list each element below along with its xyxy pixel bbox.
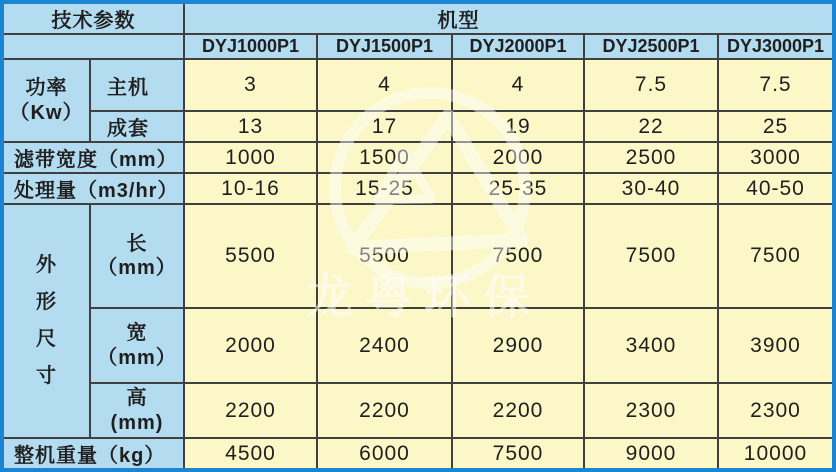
table-row xyxy=(2,308,834,383)
dim-height-value-cell: 2200 xyxy=(452,383,584,438)
table-row xyxy=(2,2,834,34)
dim-width-label-line2: （mm） xyxy=(97,346,177,369)
corner-empty-cell xyxy=(2,34,184,59)
power-main-value-cell: 3 xyxy=(184,59,317,111)
table-row xyxy=(2,111,834,142)
dim-width-value-cell: 3900 xyxy=(718,308,834,383)
belt-width-label: 滤带宽度（mm） xyxy=(2,142,184,173)
table-row xyxy=(2,173,834,204)
model-name-header: DYJ3000P1 xyxy=(718,34,834,59)
total-weight-value-cell: 7500 xyxy=(452,438,584,470)
dim-length-value-cell: 5500 xyxy=(184,204,317,308)
dim-height-value-cell: 2300 xyxy=(718,383,834,438)
power-main-value-cell: 4 xyxy=(452,59,584,111)
belt-width-value-cell: 1500 xyxy=(317,142,452,173)
capacity-value-cell: 15-25 xyxy=(317,173,452,204)
dimensions-label-char: 形 xyxy=(36,291,57,313)
model-name-header: DYJ2500P1 xyxy=(584,34,718,59)
table-row xyxy=(2,204,834,308)
dim-length-value-cell: 7500 xyxy=(718,204,834,308)
table-row xyxy=(2,142,834,173)
dimensions-label-char: 寸 xyxy=(36,365,57,387)
power-main-value-cell: 4 xyxy=(317,59,452,111)
power-set-value-cell: 25 xyxy=(718,111,834,142)
table-row xyxy=(2,383,834,438)
model-name-header: DYJ1500P1 xyxy=(317,34,452,59)
capacity-value-cell: 30-40 xyxy=(584,173,718,204)
dim-width-value-cell: 2900 xyxy=(452,308,584,383)
total-weight-value-cell: 6000 xyxy=(317,438,452,470)
dim-width-value-cell: 2000 xyxy=(184,308,317,383)
power-set-value-cell: 22 xyxy=(584,111,718,142)
table-row xyxy=(2,34,834,59)
dim-length-label-line2: （mm） xyxy=(97,257,177,279)
dim-length-value-cell: 5500 xyxy=(317,204,452,308)
belt-width-value-cell: 3000 xyxy=(718,142,834,173)
belt-width-value-cell: 2500 xyxy=(584,142,718,173)
model-type-header: 机型 xyxy=(184,2,834,34)
total-weight-value-cell: 4500 xyxy=(184,438,317,470)
dim-height-value-cell: 2200 xyxy=(184,383,317,438)
dimensions-label-char: 尺 xyxy=(36,328,57,350)
dim-width-value-cell: 2400 xyxy=(317,308,452,383)
dimensions-label-char: 外 xyxy=(36,254,57,276)
table-row xyxy=(2,59,834,111)
power-set-value-cell: 17 xyxy=(317,111,452,142)
power-main-label: 主机 xyxy=(90,59,184,111)
capacity-label: 处理量（m3/hr） xyxy=(2,173,184,204)
dim-width-label xyxy=(90,308,184,383)
tech-params-header: 技术参数 xyxy=(2,2,184,34)
belt-width-value-cell: 2000 xyxy=(452,142,584,173)
total-weight-value-cell: 10000 xyxy=(718,438,834,470)
total-weight-value-cell: 9000 xyxy=(584,438,718,470)
power-set-label: 成套 xyxy=(90,111,184,142)
power-label-line1: 功率 xyxy=(25,77,68,100)
dim-height-value-cell: 2200 xyxy=(317,383,452,438)
power-label-line2: （Kw） xyxy=(9,101,84,124)
dim-height-label-line2: (mm) xyxy=(110,411,164,434)
model-name-header: DYJ1000P1 xyxy=(184,34,317,59)
power-main-value-cell: 7.5 xyxy=(584,59,718,111)
power-group-label xyxy=(2,59,90,142)
power-set-value-cell: 19 xyxy=(452,111,584,142)
dim-height-label xyxy=(90,383,184,438)
capacity-value-cell: 40-50 xyxy=(718,173,834,204)
belt-width-value-cell: 1000 xyxy=(184,142,317,173)
dim-length-value-cell: 7500 xyxy=(452,204,584,308)
power-main-value-cell: 7.5 xyxy=(718,59,834,111)
total-weight-label: 整机重量（kg） xyxy=(2,438,184,470)
dim-height-value-cell: 2300 xyxy=(584,383,718,438)
capacity-value-cell: 25-35 xyxy=(452,173,584,204)
dim-length-label-line1: 长 xyxy=(126,232,148,255)
table-row xyxy=(2,438,834,470)
dim-length-label xyxy=(90,204,184,308)
model-name-header: DYJ2000P1 xyxy=(452,34,584,59)
dim-width-label-line1: 宽 xyxy=(126,322,148,345)
dimensions-group-label xyxy=(2,204,90,438)
dim-width-value-cell: 3400 xyxy=(584,308,718,383)
dim-length-value-cell: 7500 xyxy=(584,204,718,308)
watermark-text: 龙粤环保 xyxy=(306,270,542,323)
power-set-value-cell: 13 xyxy=(184,111,317,142)
capacity-value-cell: 10-16 xyxy=(184,173,317,204)
dim-height-label-line1: 高 xyxy=(126,387,148,410)
